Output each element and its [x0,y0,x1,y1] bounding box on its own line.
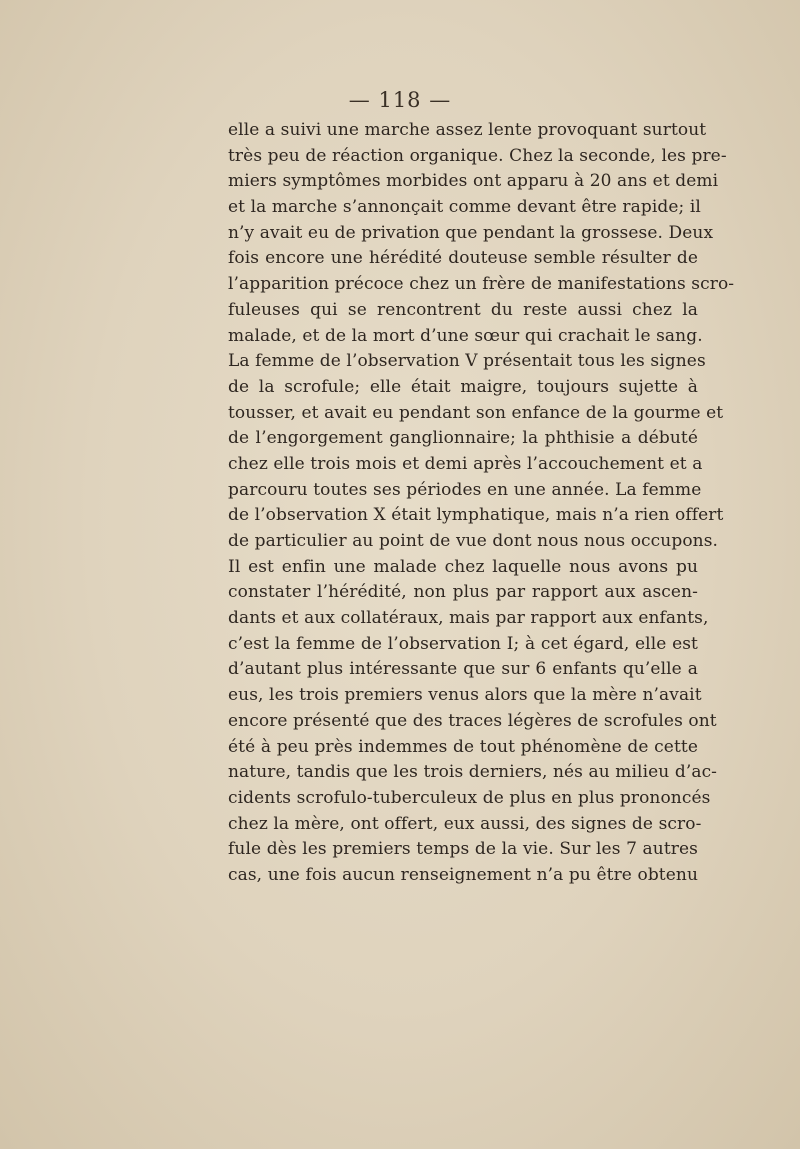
text-line: de l’observation X était lymphatique, mais n’a rien offert [228,505,724,526]
text-line: fule dès les premiers temps de la vie. Sur les 7 autres [228,839,698,860]
text-line: fuleuses qui se rencontrent du reste aussi chez la [228,299,698,320]
text-line: et la marche s’annonçait comme devant être rapide; il [228,197,701,218]
text-line: constater l’hérédité, non plus par rapport aux ascen- [228,582,698,603]
text-line: chez elle trois mois et demi après l’accouchement et a [228,453,703,474]
text-line: de particulier au point de vue dont nous nous occupons. [228,531,719,551]
text-line: fois encore une hérédité douteuse semble résulter de [228,248,698,269]
text-line: c’est la femme de l’observation I; à cet égard, elle est [228,633,698,654]
text-line: cidents scrofulo-tuberculeux de plus en plus prononcés [228,787,711,808]
text-line: elle a suivi une marche assez lente provoquant surtout [228,120,707,140]
text-line: La femme de l’observation V présentait tous les signes [228,351,706,372]
text-line: miers symptômes morbides ont apparu à 20 ans et demi [228,171,719,192]
body-text [228,118,735,889]
text-line: eus, les trois premiers venus alors que la mère n’avait [228,685,702,706]
text-line: n’y avait eu de privation que pendant la grossese. Deux [228,222,714,243]
text-line: très peu de réaction organique. Chez la seconde, les pre- [228,145,727,166]
text-line: de l’engorgement ganglionnaire; la phthisie a débuté [228,428,698,449]
text-line: Il est enfin une malade chez laquelle nous avons pu [228,556,698,577]
text-line: cas, une fois aucun renseignement n’a pu être obtenu [228,864,698,885]
text-line: tousser, et avait eu pendant son enfance de la gourme et [228,402,724,423]
text-line: chez la mère, ont offert, eux aussi, des signes de scro- [228,813,702,834]
text-line: de la scrofule; elle était maigre, toujours sujette à [228,376,698,397]
text-line: parcouru toutes ses périodes en une année. La femme [228,479,702,500]
text-line: dants et aux collatéraux, mais par rapport aux enfants, [228,608,709,629]
page-number: — 118 — [348,88,452,112]
text-line: malade, et de la mort d’une sœur qui crachait le sang. [228,325,703,346]
text-line: l’apparition précoce chez un frère de manifestations scro- [228,274,735,295]
text-line: d’autant plus intéressante que sur 6 enfants qu’elle a [228,659,698,680]
text-line: encore présenté que des traces légères de scrofules ont [228,710,717,731]
text-line: été à peu près indemmes de tout phénomène de cette [228,736,698,757]
text-line: nature, tandis que les trois derniers, nés au milieu d’ac- [228,762,718,783]
